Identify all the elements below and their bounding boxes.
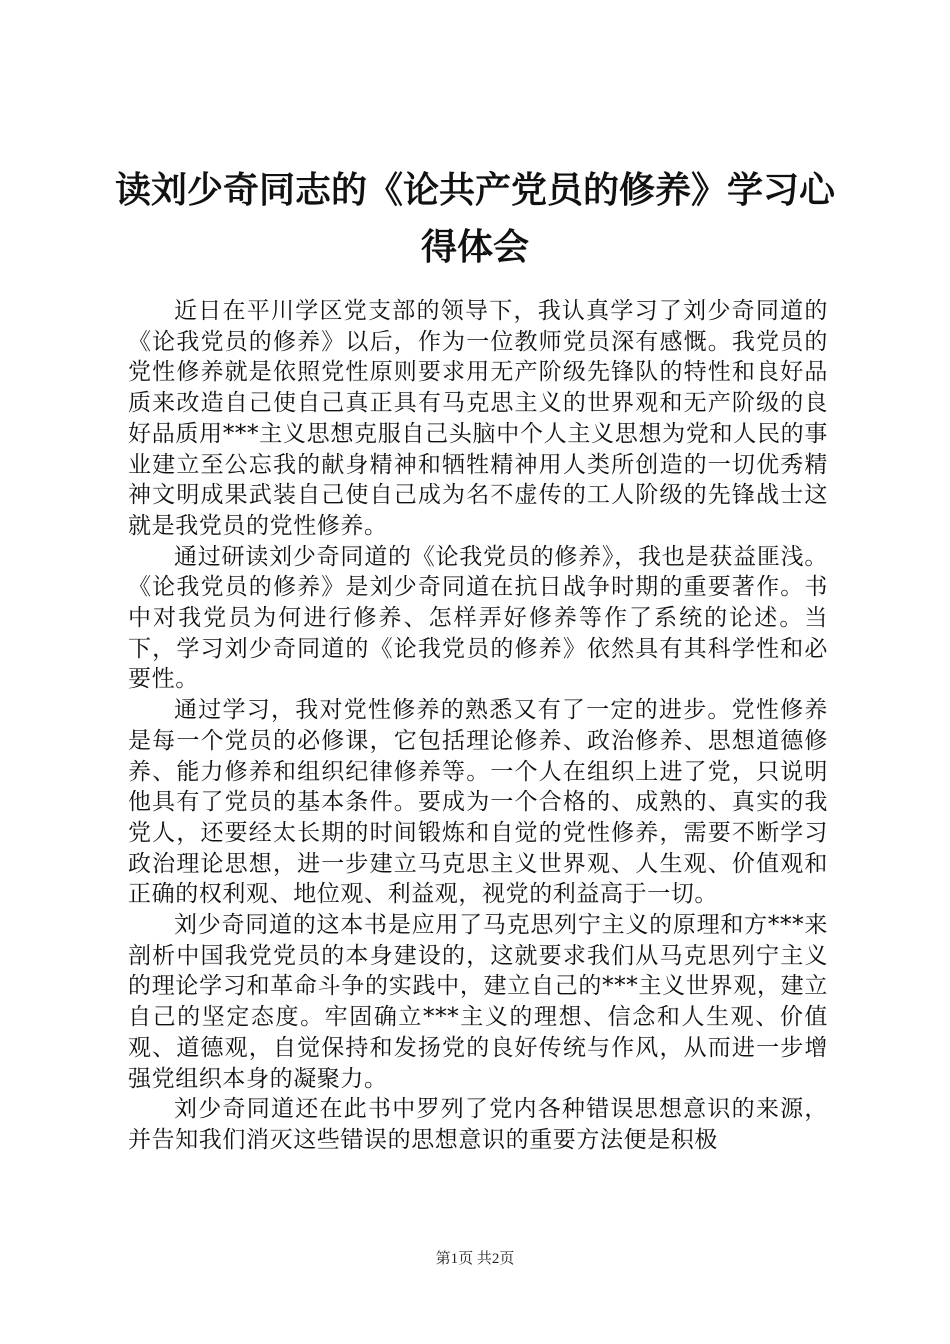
document-title-line-1: 读刘少奇同志的《论共产党员的修养》学习心 [114, 170, 835, 211]
paragraph-3: 通过学习，我对党性修养的熟悉又有了一定的进步。党性修养是每一个党员的必修课，它包括理论修养、政治修养、思想道德修养、能力修养和组织纪律修养等。一个人在组织上进了党，只说明他具有了党员的基本条件。要成为一个合格的、成熟的、真实的我党人，还要经太长期的时间锻炼和自觉的党性修养，需要不断学习政治理论思想，进一步建立马克思主义世界观、人生观、价值观和正确的权利观、地位观、利益观，视党的利益高于一切。 [128, 697, 828, 908]
document-body [128, 296, 828, 1156]
paragraph-5: 刘少奇同道还在此书中罗列了党内各种错误思想意识的来源，并告知我们消灭这些错误的思想意识的重要方法便是积极 [128, 1096, 828, 1153]
paragraph-1: 近日在平川学区党支部的领导下，我认真学习了刘少奇同道的《论我党员的修养》以后，作为一位教师党员深有感慨。我党员的党性修养就是依照党性原则要求用无产阶级先锋队的特性和良好品质来改造自己使自己真正具有马克思主义的世界观和无产阶级的良好品质用***主义思想克服自己头脑中个人主义思想为党和人民的事业建立至公忘我的献身精神和牺牲精神用人类所创造的一切优秀精神文明成果武装自己使自己成为名不虚传的工人阶级的先锋战士这就是我党员的党性修养。 [128, 298, 828, 539]
page-footer: 第1页 共2页 [435, 1251, 515, 1267]
paragraph-4: 刘少奇同道的这本书是应用了马克思列宁主义的原理和方***来剖析中国我党党员的本身建设的，这就要求我们从马克思列宁主义的理论学习和革命斗争的实践中，建立自己的***主义世界观，建立自己的坚定态度。牢固确立***主义的理想、信念和人生观、价值观、道德观，自觉保持和发扬党的良好传统与作风，从而进一步增强党组织本身的凝聚力。 [128, 912, 828, 1092]
document-title-line-2: 得体会 [420, 227, 529, 268]
paragraph-2: 通过研读刘少奇同道的《论我党员的修养》，我也是获益匪浅。《论我党员的修养》是刘少奇同道在抗日战争时期的重要著作。书中对我党员为何进行修养、怎样弄好修养等作了系统的论述。当下，学习刘少奇同道的《论我党员的修养》依然具有其科学性和必要性。 [128, 543, 828, 693]
